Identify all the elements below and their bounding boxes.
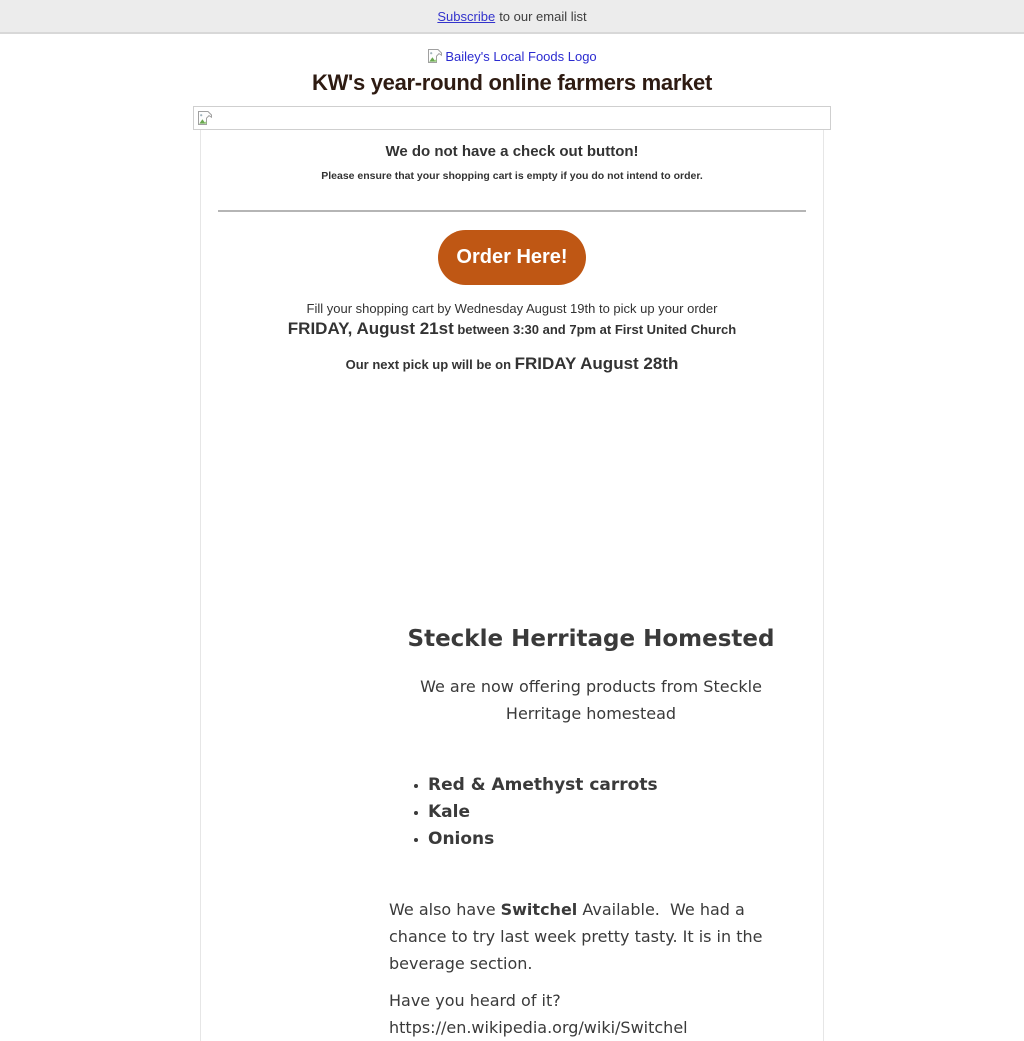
divider	[218, 210, 806, 212]
pickup-date-details: between 3:30 and 7pm at First United Church	[453, 322, 737, 337]
next-pickup-strong: FRIDAY August 28th	[514, 354, 679, 373]
broken-image-icon	[194, 107, 213, 126]
steckle-section	[389, 626, 793, 1041]
heard-of-it-text: Have you heard of it?	[389, 991, 561, 1010]
subscribe-bar	[0, 0, 1024, 34]
page-title: KW's year-round online farmers market	[311, 70, 713, 95]
logo-link[interactable]	[0, 48, 1024, 64]
order-here-button[interactable]: Order Here!	[438, 230, 586, 285]
switchel-link-paragraph	[389, 987, 793, 1041]
email-content	[200, 130, 824, 1041]
product-list	[389, 772, 793, 853]
next-pickup-text	[201, 354, 823, 374]
broken-image-icon	[427, 48, 443, 64]
switchel-bold: Switchel	[500, 900, 578, 919]
steckle-intro-text: We are now offering products from Steckle Herritage homestead	[420, 677, 762, 723]
logo-alt-text: Bailey's Local Foods Logo	[445, 48, 597, 64]
list-item: Kale	[389, 799, 793, 826]
banner-broken-image	[193, 106, 831, 130]
pickup-date-text	[201, 319, 823, 339]
list-item: Red & Amethyst carrots	[389, 772, 793, 799]
pickup-date-strong: FRIDAY, August 21st	[287, 319, 454, 338]
steckle-heading: Steckle Herritage Homested	[407, 626, 775, 652]
switchel-lead: We also have	[389, 900, 501, 919]
checkout-notice-heading: We do not have a check out button!	[385, 143, 639, 160]
unloaded-image-space	[201, 374, 823, 626]
list-item: Onions	[389, 826, 793, 853]
subscribe-bar-text: to our email list	[499, 8, 587, 24]
checkout-notice-subheading: Please ensure that your shopping cart is empty if you do not intend to order.	[321, 170, 703, 182]
pickup-deadline-text: Fill your shopping cart by Wednesday August 19th to pick up your order	[306, 301, 718, 316]
next-pickup-lead: Our next pick up will be on	[345, 357, 515, 372]
switchel-paragraph	[389, 896, 793, 977]
wikipedia-url-text: https://en.wikipedia.org/wiki/Switchel	[389, 1018, 688, 1037]
switchel-rest: Available. We had a chance to try last week pretty tasty. It is in the beverage section.	[389, 900, 768, 973]
subscribe-link[interactable]: Subscribe	[437, 8, 496, 24]
